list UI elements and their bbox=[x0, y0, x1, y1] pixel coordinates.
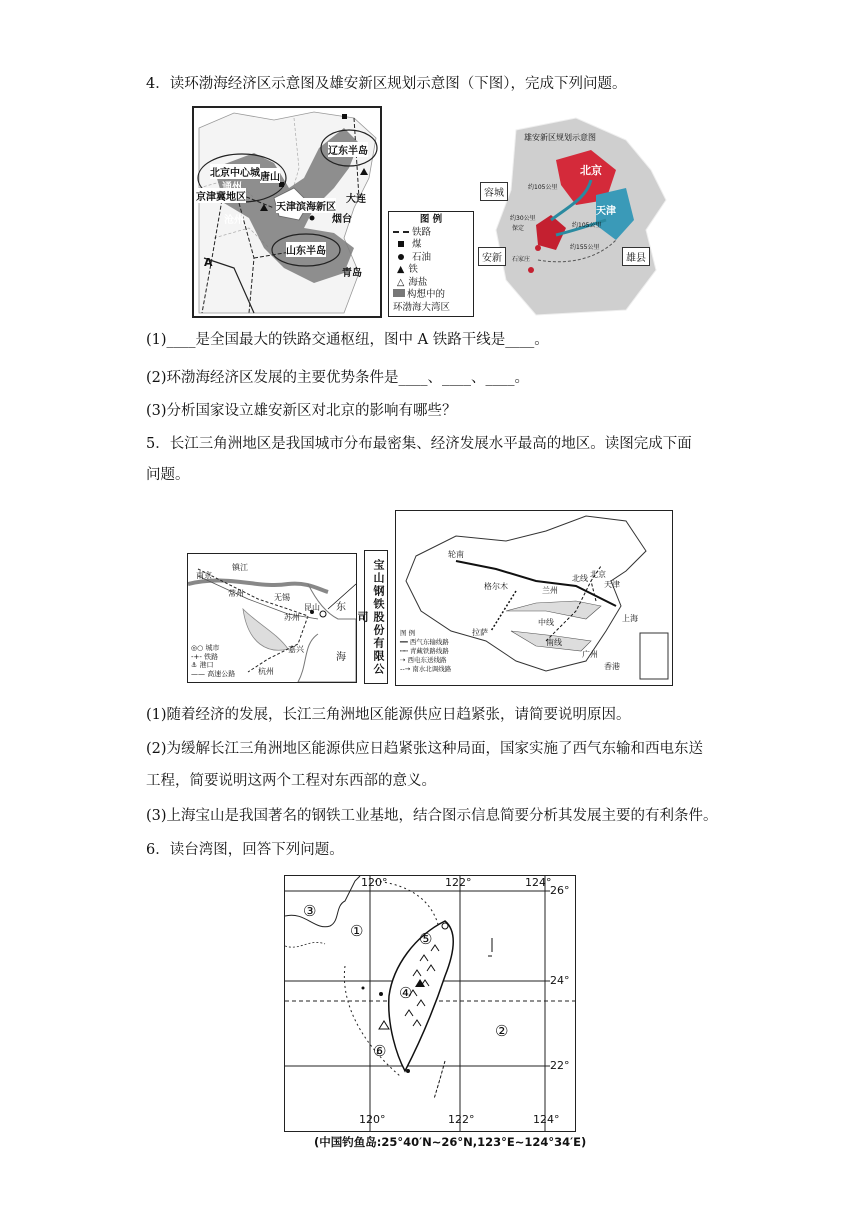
label-lunnan: 轮南 bbox=[448, 550, 464, 559]
label-cangzhou: 沧州 bbox=[224, 215, 244, 226]
label-rongcheng: 容城 bbox=[480, 182, 508, 201]
label-yantai: 烟台 bbox=[332, 214, 352, 225]
label-jiaxing: 嘉兴 bbox=[288, 645, 304, 654]
label-south-line: 南线 bbox=[546, 638, 562, 647]
q5-sub3: (3)上海宝山是我国著名的钢铁工业基地，结合图示信息简要分析其发展主要的有利条件。 bbox=[146, 808, 718, 824]
label-tangshan: 唐山 bbox=[260, 168, 280, 183]
label-jingjinji: 京津冀地区 bbox=[196, 188, 246, 203]
label-shijiazhuang: 石家庄 bbox=[512, 256, 531, 263]
marker-3: ③ bbox=[303, 902, 317, 920]
china-legend-1: ━━ 西气东输线路 bbox=[400, 638, 449, 646]
china-projects-map bbox=[395, 510, 673, 686]
label-hangzhou: 杭州 bbox=[258, 667, 274, 676]
label-qingdao: 青岛 bbox=[342, 268, 362, 279]
label-lon120-top: 120° bbox=[361, 876, 388, 889]
china-legend-4: --→ 南水北调线路 bbox=[400, 665, 452, 673]
label-wuxi: 无锡 bbox=[274, 593, 290, 602]
label-lon124-bot: 124° bbox=[533, 1113, 560, 1126]
label-dong: 东 bbox=[336, 602, 346, 613]
xiongan-map bbox=[476, 110, 672, 318]
label-zhenjiang: 镇江 bbox=[232, 563, 248, 572]
label-a-line: A bbox=[204, 256, 213, 269]
label-hongkong: 香港 bbox=[604, 662, 620, 671]
label-d155: 约155公里 bbox=[570, 244, 600, 251]
label-tianjin2: 天津 bbox=[604, 580, 620, 589]
label-kunshan: 昆山 bbox=[304, 603, 320, 612]
legend-oil: 石油 bbox=[393, 252, 469, 265]
label-changzhou: 常州 bbox=[228, 589, 244, 598]
legend-salt: △ 海盐 bbox=[397, 276, 428, 288]
legend-iron: ▲ 铁 bbox=[397, 264, 418, 275]
q4-sub3: (3)分析国家设立雄安新区对北京的影响有哪些？ bbox=[146, 403, 457, 419]
label-dalian: 大连 bbox=[346, 194, 366, 205]
label-golmud: 格尔木 bbox=[484, 582, 508, 591]
baoshan-label: 宝山钢铁股份有限公司 bbox=[364, 550, 388, 684]
legend-bay-area: 构想中的 bbox=[393, 289, 469, 302]
label-lat22: 22° bbox=[550, 1059, 570, 1072]
q4-title: 4．读环渤海经济区示意图及雄安新区规划示意图（下图），完成下列问题。 bbox=[146, 76, 627, 92]
q4-sub2: (2)环渤海经济区发展的主要优势条件是____、____、____。 bbox=[146, 370, 530, 386]
label-beijing-center: 北京中心城 bbox=[210, 164, 260, 179]
china-legend-title: 图 例 bbox=[400, 629, 416, 637]
label-tongzhou: 通州 bbox=[222, 182, 242, 193]
label-d105b: 约105公里 bbox=[572, 222, 602, 229]
label-tianjin-binhai: 天津滨海新区 bbox=[276, 198, 336, 213]
q4-sub1: (1)____是全国最大的铁路交通枢纽，图中 A 铁路干线是____。 bbox=[146, 332, 549, 348]
label-tianjin: 天津 bbox=[596, 206, 616, 217]
label-hai: 海 bbox=[336, 652, 346, 663]
legend-title: 图 例 bbox=[419, 214, 443, 225]
q6-title: 6．读台湾图，回答下列问题。 bbox=[146, 842, 344, 858]
label-anxin: 安新 bbox=[478, 247, 506, 266]
label-guangzhou: 广州 bbox=[582, 650, 598, 659]
q5-title-line1: 5．长江三角洲地区是我国城市分布最密集、经济发展水平最高的地区。读图完成下面 bbox=[146, 436, 692, 452]
label-suzhou: 苏州 bbox=[284, 613, 300, 622]
marker-5: ⑤ bbox=[419, 930, 433, 948]
taiwan-map-caption: (中国钓鱼岛:25°40′N~26°N,123°E~124°34′E) bbox=[314, 1135, 587, 1149]
marker-4: ④ bbox=[399, 984, 413, 1002]
label-baoding: 保定 bbox=[512, 225, 525, 232]
legend-coal: 煤 bbox=[393, 239, 469, 252]
legend-railway: 铁路 bbox=[393, 227, 469, 240]
label-xiongxian: 雄县 bbox=[622, 247, 650, 266]
delta-legend-port: ⚓ 港口 bbox=[191, 661, 214, 669]
q5-sub1: (1)随着经济的发展，长江三角洲地区能源供应日趋紧张，请简要说明原因。 bbox=[146, 707, 631, 723]
label-lat24: 24° bbox=[550, 974, 570, 987]
label-lon122-bot: 122° bbox=[448, 1113, 475, 1126]
legend-bay-area-2: 环渤海大湾区 bbox=[393, 301, 451, 313]
label-lon120-bot: 120° bbox=[359, 1113, 386, 1126]
label-shanghai: 上海 bbox=[622, 614, 638, 623]
label-north-line: 北线 bbox=[572, 574, 588, 583]
bohai-map bbox=[192, 106, 382, 318]
q5-sub2-line2: 工程，简要说明这两个工程对东西部的意义。 bbox=[146, 773, 436, 789]
q5-sub2-line1: (2)为缓解长江三角洲地区能源供应日趋紧张这种局面，国家实施了西气东输和西电东送 bbox=[146, 741, 704, 757]
label-beijing: 北京 bbox=[580, 164, 602, 177]
marker-6: ⑥ bbox=[373, 1042, 387, 1060]
china-legend-3: ⇢ 西电东送线路 bbox=[400, 656, 447, 664]
label-lanzhou: 兰州 bbox=[542, 586, 558, 595]
label-lon122-top: 122° bbox=[445, 876, 472, 889]
marker-1: ① bbox=[350, 922, 364, 940]
delta-legend-rail: -+- 铁路 bbox=[191, 652, 219, 661]
china-legend-2: ┅┅ 青藏铁路线路 bbox=[400, 647, 449, 655]
label-d30: 约30公里 bbox=[510, 215, 536, 222]
label-d105: 约105公里 bbox=[528, 184, 558, 191]
delta-legend-city: ◎○ 城市 bbox=[191, 644, 220, 652]
label-middle-line: 中线 bbox=[538, 618, 554, 627]
label-lon124-top: 124° bbox=[525, 876, 552, 889]
taiwan-map bbox=[284, 875, 576, 1132]
label-nanjing: 南京 bbox=[196, 571, 212, 580]
taiwan-map-graphic bbox=[285, 876, 575, 1131]
bohai-map-legend bbox=[388, 211, 474, 317]
delta-legend bbox=[191, 644, 235, 678]
label-shandong: 山东半岛 bbox=[286, 242, 326, 257]
delta-legend-highway: —— 高速公路 bbox=[191, 669, 236, 678]
xiongan-title: 雄安新区规划示意图 bbox=[524, 133, 596, 142]
label-lhasa: 拉萨 bbox=[472, 628, 488, 637]
label-lat26: 26° bbox=[550, 884, 570, 897]
yangtze-delta-map bbox=[187, 553, 357, 683]
q5-title-line2: 问题。 bbox=[146, 467, 190, 483]
label-beijing2: 北京 bbox=[590, 570, 606, 579]
label-liaodong: 辽东半岛 bbox=[328, 142, 368, 157]
marker-2: ② bbox=[495, 1022, 509, 1040]
china-map-legend bbox=[400, 629, 451, 674]
